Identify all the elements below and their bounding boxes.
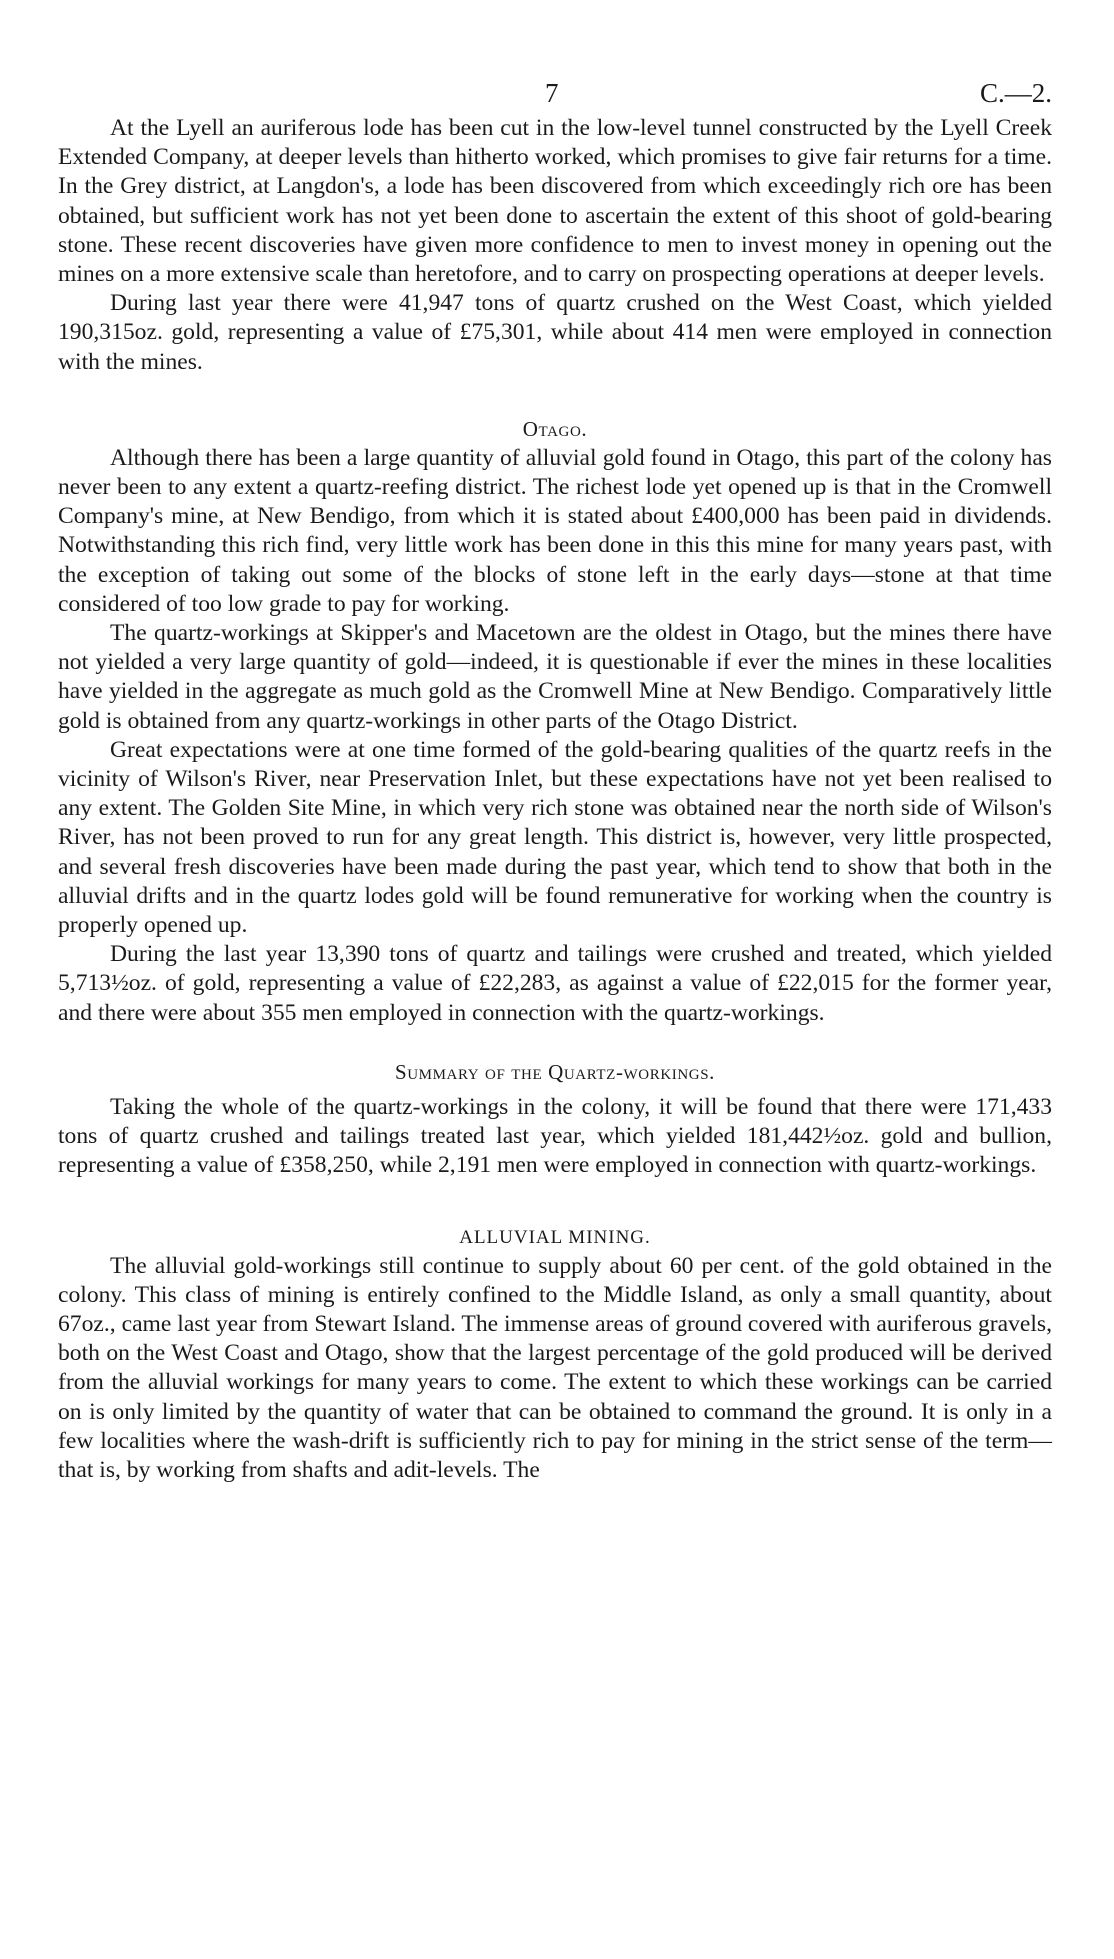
section-heading-alluvial: ALLUVIAL MINING. [459, 1226, 651, 1248]
section-alluvial-mining [58, 1223, 1052, 1486]
paragraph: Great expectations were at one time formed of the gold-bearing qualities of the quartz reefs in the vicinity of Wilson's River, near Preservation Inlet, but these expectations have not yet been realised to any extent. The Golden Site Mine, in which very rich stone was obtained near the north side of Wilson's River, has not been proved to run for any great length. This district is, however, very little prospected, and several fresh discoveries have been made during the past year, which tend to show that both in the alluvial drifts and in the quartz lodes gold will be found remunerative for working when the country is properly opened up. [58, 736, 1052, 939]
paragraph: Taking the whole of the quartz-workings in the colony, it will be found that there were 171,433 tons of quartz crushed and tailings treated last year, which yielded 181,442½oz. gold and bullion, representing a value of £358,250, while 2,191 men were employed in connection with quartz-workings. [58, 1093, 1052, 1179]
section-heading-summary: Summary of the Quartz-workings. [394, 1059, 716, 1084]
section-heading-otago: Otago. [522, 416, 588, 441]
paragraph: During the last year 13,390 tons of quartz and tailings were crushed and treated, which yielded 5,713½oz. of gold, representing a value of £22,283, as against a value of £22,015 for the former year, and there were about 355 men employed in connection with the quartz-workings. [58, 941, 1052, 1026]
section-west-coast [58, 114, 1052, 377]
document-page [58, 78, 1052, 1485]
paragraph: The alluvial gold-workings still continue to supply about 60 per cent. of the gold obtained in the colony. This class of mining is entirely confined to the Middle Island, as only a small quantity, about 67oz., came last year from Stewart Island. The immense areas of ground covered with auriferous gravels, both on the West Coast and Otago, show that the largest percentage of the gold produced will be derived from the alluvial workings for many years to come. The extent to which these workings can be carried on is only limited by the quantity of water that can be obtained to command the ground. It is only in a few localities where the wash-drift is sufficiently rich to pay for mining in the strict sense of the term—that is, by working from shafts and adit-levels. The [58, 1252, 1052, 1483]
paragraph: During last year there were 41,947 tons of quartz crushed on the West Coast, which yielded 190,315oz. gold, representing a value of £75,301, while about 414 men were employed in connection with the mines. [58, 290, 1052, 375]
page-header [58, 78, 1052, 114]
paragraph: The quartz-workings at Skipper's and Macetown are the oldest in Otago, but the mines there have not yielded a very large quantity of gold—indeed, it is questionable if ever the mines in these localities have yielded in the aggregate as much gold as the Cromwell Mine at New Bendigo. Comparatively little gold is obtained from any quartz-workings in other parts of the Otago District. [58, 620, 1052, 734]
section-otago [58, 415, 1052, 1028]
section-summary [58, 1058, 1052, 1181]
document-reference: C.—2. [979, 78, 1052, 108]
page-number: 7 [545, 78, 559, 108]
paragraph: At the Lyell an auriferous lode has been cut in the low-level tunnel constructed by the Lyell Creek Extended Company, at deeper levels than hitherto worked, which promises to give fair returns for a time. In the Grey district, at Langdon's, a lode has been discovered from which exceedingly rich ore has been obtained, but sufficient work has not yet been done to ascertain the extent of this shoot of gold-bearing stone. These recent discoveries have given more confidence to men to invest money in opening out the mines on a more extensive scale than heretofore, and to carry on prospecting operations at deeper levels. [58, 115, 1052, 288]
paragraph: Although there has been a large quantity of alluvial gold found in Otago, this part of the colony has never been to any extent a quartz-reefing district. The richest lode yet opened up is that in the Cromwell Company's mine, at New Bendigo, from which it is stated about £400,000 has been paid in dividends. Notwithstanding this rich find, very little work has been done in this this mine for many years past, with the exception of taking out some of the blocks of stone left in the early days—stone at that time considered of too low grade to pay for working. [58, 444, 1052, 617]
